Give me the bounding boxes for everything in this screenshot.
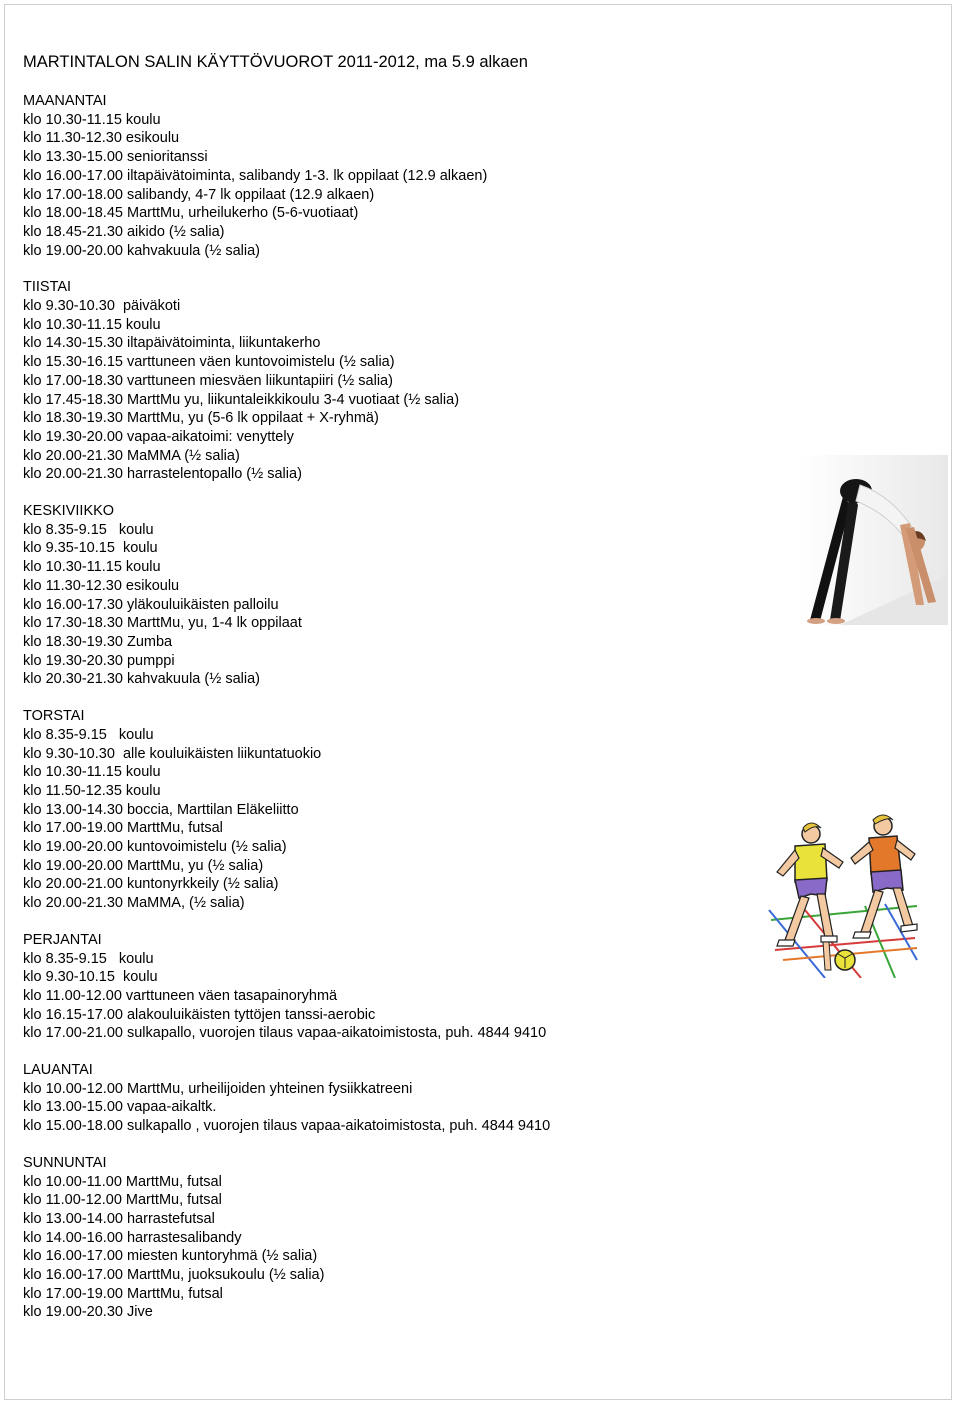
schedule-entry: klo 10.30-11.15 koulu: [23, 316, 161, 333]
schedule-entry: klo 11.30-12.30 esikoulu: [23, 130, 180, 147]
schedule-entry: klo 15.00-18.00 sulkapallo , vuorojen tilaus vapaa-aikatoimistosta, puh. 4844 9410: [23, 1118, 551, 1135]
schedule-entry: klo 9.30-10.15 koulu: [23, 969, 158, 986]
schedule-entry: klo 20.00-21.00 kuntonyrkkeily (½ salia): [23, 876, 279, 893]
yoga-photo: [800, 455, 948, 625]
schedule-entry: klo 19.00-20.30 Jive: [23, 1304, 153, 1321]
schedule-entry: klo 20.00-21.30 MaMMA (½ salia): [23, 447, 240, 464]
schedule-entry: klo 10.00-12.00 MarttMu, urheilijoiden yhteinen fysiikkatreeni: [23, 1080, 413, 1097]
schedule-entry: klo 20.00-21.30 MaMMA, (½ salia): [23, 895, 245, 912]
schedule-entry: klo 17.45-18.30 MarttMu yu, liikuntaleikkikoulu 3-4 vuotiaat (½ salia): [23, 391, 460, 408]
day-section: [23, 92, 723, 260]
schedule-entry: klo 17.00-21.00 sulkapallo, vuorojen tilaus vapaa-aikatoimistosta, puh. 4844 9410: [23, 1025, 547, 1042]
schedule-entry: klo 13.30-15.00 senioritanssi: [23, 149, 208, 166]
schedule-entry: klo 17.30-18.30 MarttMu, yu, 1-4 lk oppilaat: [23, 615, 302, 632]
schedule-entry: klo 15.30-16.15 varttuneen väen kuntovoimistelu (½ salia): [23, 354, 395, 371]
day-section: [23, 1154, 723, 1322]
day-section: [23, 707, 723, 913]
day-heading: TIISTAI: [23, 279, 72, 296]
day-heading: LAUANTAI: [23, 1062, 93, 1079]
schedule-entry: klo 10.30-11.15 koulu: [23, 559, 161, 576]
day-section: [23, 931, 723, 1043]
day-heading: SUNNUNTAI: [23, 1154, 107, 1171]
schedule-entry: klo 20.30-21.30 kahvakuula (½ salia): [23, 671, 260, 688]
day-section: [23, 502, 723, 689]
schedule-entry: klo 16.00-17.00 iltapäivätoiminta, salibandy 1-3. lk oppilaat (12.9 alkaen): [23, 167, 488, 184]
schedule-entry: klo 11.00-12.00 MarttMu, futsal: [23, 1192, 222, 1209]
schedule-entry: klo 10.30-11.15 koulu: [23, 111, 161, 128]
schedule-entry: klo 16.00-17.30 yläkouluikäisten palloilu: [23, 596, 279, 613]
schedule-entry: klo 19.00-20.00 MarttMu, yu (½ salia): [23, 857, 264, 874]
schedule-entry: klo 10.30-11.15 koulu: [23, 764, 161, 781]
page-title: MARTINTALON SALIN KÄYTTÖVUOROT 2011-2012, ma 5.9 alkaen: [23, 53, 528, 71]
schedule-entry: klo 11.00-12.00 varttuneen väen tasapainoryhmä: [23, 987, 338, 1004]
schedule-entry: klo 9.30-10.30 alle kouluikäisten liikuntatuokio: [23, 745, 322, 762]
schedule-entry: klo 20.00-21.30 harrastelentopallo (½ salia): [23, 466, 302, 483]
schedule-entry: klo 16.00-17.00 miesten kuntoryhmä (½ salia): [23, 1248, 318, 1265]
schedule-entry: klo 8.35-9.15 koulu: [23, 521, 154, 538]
schedule-entry: klo 17.00-19.00 MarttMu, futsal: [23, 820, 223, 837]
schedule-entry: klo 10.00-11.00 MarttMu, futsal: [23, 1173, 222, 1190]
schedule-entry: klo 14.30-15.30 iltapäivätoiminta, liikuntakerho: [23, 335, 321, 352]
day-heading: MAANANTAI: [23, 93, 107, 109]
day-heading: KESKIVIIKKO: [23, 503, 115, 520]
schedule-entry: klo 8.35-9.15 koulu: [23, 950, 154, 967]
schedule-entry: klo 18.45-21.30 aikido (½ salia): [23, 223, 225, 240]
schedule-entry: klo 14.00-16.00 harrastesalibandy: [23, 1229, 242, 1246]
schedule-document: [23, 52, 723, 1340]
schedule-entry: klo 18.30-19.30 MarttMu, yu (5-6 lk oppilaat + X-ryhmä): [23, 410, 379, 427]
schedule-entry: klo 16.15-17.00 alakouluikäisten tyttöjen tanssi-aerobic: [23, 1006, 376, 1023]
schedule-entry: klo 13.00-15.00 vapaa-aikaltk.: [23, 1099, 217, 1116]
schedule-entry: klo 17.00-18.30 varttuneen miesväen liikuntapiiri (½ salia): [23, 372, 393, 389]
schedule-entry: klo 9.35-10.15 koulu: [23, 540, 158, 557]
day-heading: PERJANTAI: [23, 931, 102, 948]
schedule-entry: klo 8.35-9.15 koulu: [23, 726, 154, 743]
schedule-entry: klo 11.50-12.35 koulu: [23, 782, 161, 799]
schedule-entry: klo 9.30-10.30 päiväkoti: [23, 298, 181, 315]
day-section: [23, 1061, 723, 1136]
schedule-entry: klo 13.00-14.30 boccia, Marttilan Eläkeliitto: [23, 801, 299, 818]
day-section: [23, 278, 723, 484]
schedule-entry: klo 19.30-20.30 pumppi: [23, 652, 175, 669]
schedule-entry: klo 19.00-20.00 kahvakuula (½ salia): [23, 242, 260, 259]
schedule-entry: klo 13.00-14.00 harrastefutsal: [23, 1210, 215, 1227]
schedule-entry: klo 18.00-18.45 MarttMu, urheilukerho (5-6-vuotiaat): [23, 205, 359, 222]
day-heading: TORSTAI: [23, 708, 85, 725]
schedule-entry: klo 18.30-19.30 Zumba: [23, 633, 173, 650]
schedule-entry: klo 11.30-12.30 esikoulu: [23, 577, 180, 594]
schedule-entry: klo 19.00-20.00 kuntovoimistelu (½ salia): [23, 839, 287, 856]
day-sections: [23, 92, 723, 1322]
schedule-entry: klo 16.00-17.00 MarttMu, juoksukoulu (½ salia): [23, 1267, 325, 1284]
schedule-entry: klo 17.00-18.00 salibandy, 4-7 lk oppilaat (12.9 alkaen): [23, 186, 375, 203]
schedule-entry: klo 19.30-20.00 vapaa-aikatoimi: venyttely: [23, 428, 294, 445]
football-clipart: [765, 810, 923, 978]
schedule-entry: klo 17.00-19.00 MarttMu, futsal: [23, 1285, 223, 1302]
